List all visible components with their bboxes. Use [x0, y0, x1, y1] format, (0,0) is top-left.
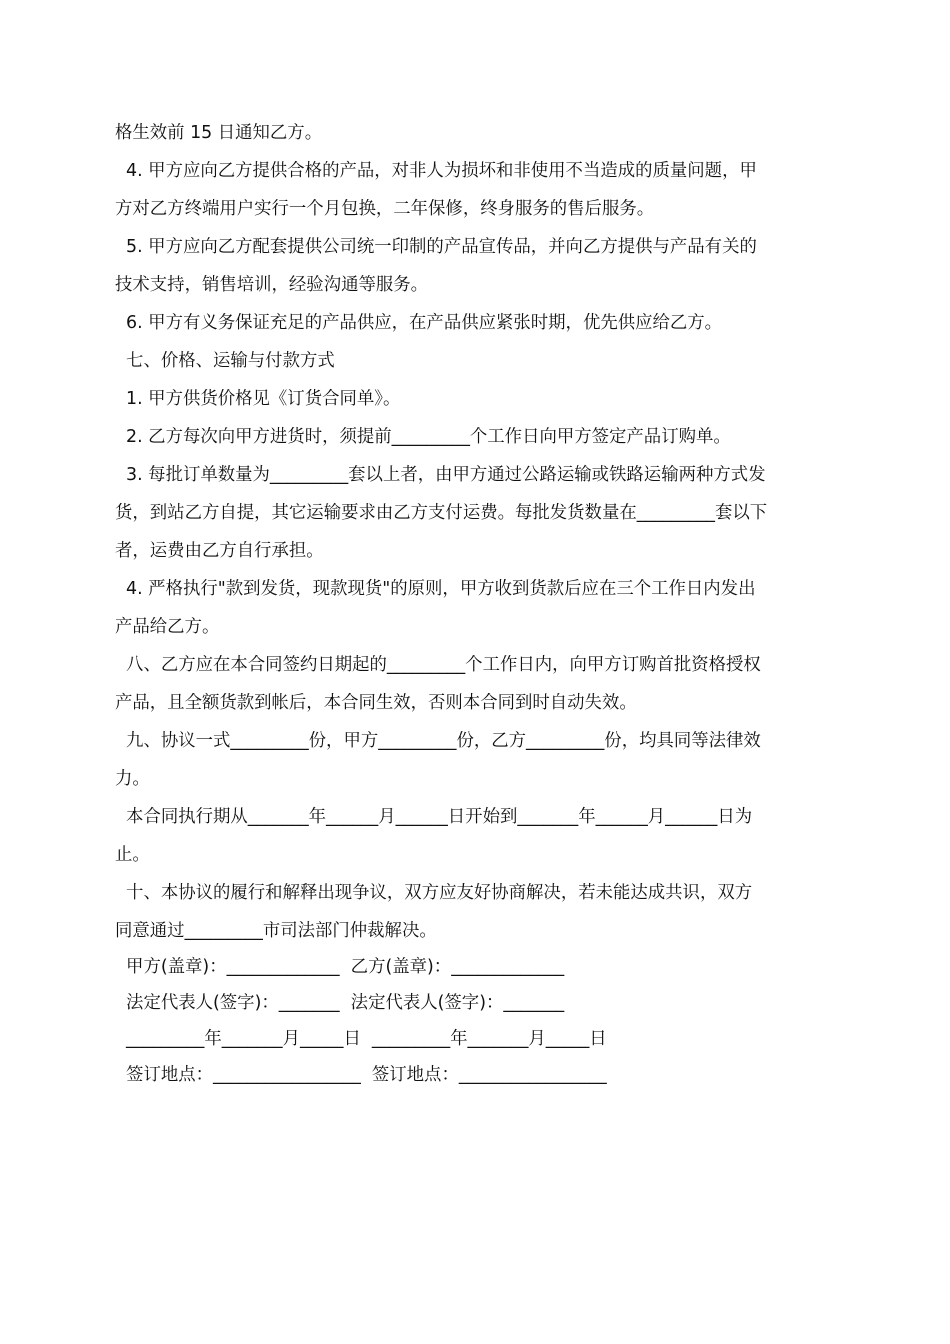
text-line: 1. 甲方供货价格见《订货合同单》。	[115, 389, 401, 409]
text-line: 4. 甲方应向乙方提供合格的产品，对非人为损坏和非使用不当造成的质量问题，甲	[115, 161, 757, 181]
text-line: 3. 每批订单数量为_________套以上者，由甲方通过公路运输或铁路运输两种方式发	[115, 465, 766, 485]
signature-seal-line: 甲方(盖章)：_____________ 乙方(盖章)：_____________	[115, 957, 565, 977]
text-line: 格生效前 15 日通知乙方。	[115, 123, 323, 143]
signature-date-line: _________年_______月_____日 _________年_______月_____日	[115, 1029, 607, 1049]
text-line: 产品给乙方。	[115, 617, 220, 637]
text-line: 者，运费由乙方自行承担。	[115, 541, 324, 561]
signature-representative-line: 法定代表人(签字)：_______ 法定代表人(签字)：_______	[115, 993, 565, 1013]
text-line: 止。	[115, 845, 150, 865]
text-line: 力。	[115, 769, 150, 789]
signature-place-line: 签订地点：_________________ 签订地点：_________________	[115, 1065, 607, 1085]
text-line: 本合同执行期从_______年______月______日开始到_______年______月______日为	[115, 807, 753, 827]
text-line: 十、本协议的履行和解释出现争议，双方应友好协商解决，若未能达成共识，双方	[115, 883, 753, 903]
text-line: 九、协议一式_________份，甲方_________份，乙方_________份，均具同等法律效	[115, 731, 761, 751]
text-line: 八、乙方应在本合同签约日期起的_________个工作日内，向甲方订购首批资格授权	[115, 655, 761, 675]
text-line: 2. 乙方每次向甲方进货时，须提前_________个工作日向甲方签定产品订购单。	[115, 427, 731, 447]
text-line: 方对乙方终端用户实行一个月包换，二年保修，终身服务的售后服务。	[115, 199, 655, 219]
text-line: 6. 甲方有义务保证充足的产品供应，在产品供应紧张时期，优先供应给乙方。	[115, 313, 723, 333]
text-line: 4. 严格执行"款到发货，现款现货"的原则，甲方收到货款后应在三个工作日内发出	[115, 579, 756, 599]
section-heading: 七、价格、运输与付款方式	[115, 351, 335, 371]
text-line: 货，到站乙方自提，其它运输要求由乙方支付运费。每批发货数量在_________套以下	[115, 503, 768, 523]
text-line: 产品，且全额货款到帐后，本合同生效，否则本合同到时自动失效。	[115, 693, 637, 713]
text-line: 5. 甲方应向乙方配套提供公司统一印制的产品宣传品，并向乙方提供与产品有关的	[115, 237, 757, 257]
text-line: 同意通过_________市司法部门仲裁解决。	[115, 921, 437, 941]
text-line: 技术支持，销售培训，经验沟通等服务。	[115, 275, 429, 295]
